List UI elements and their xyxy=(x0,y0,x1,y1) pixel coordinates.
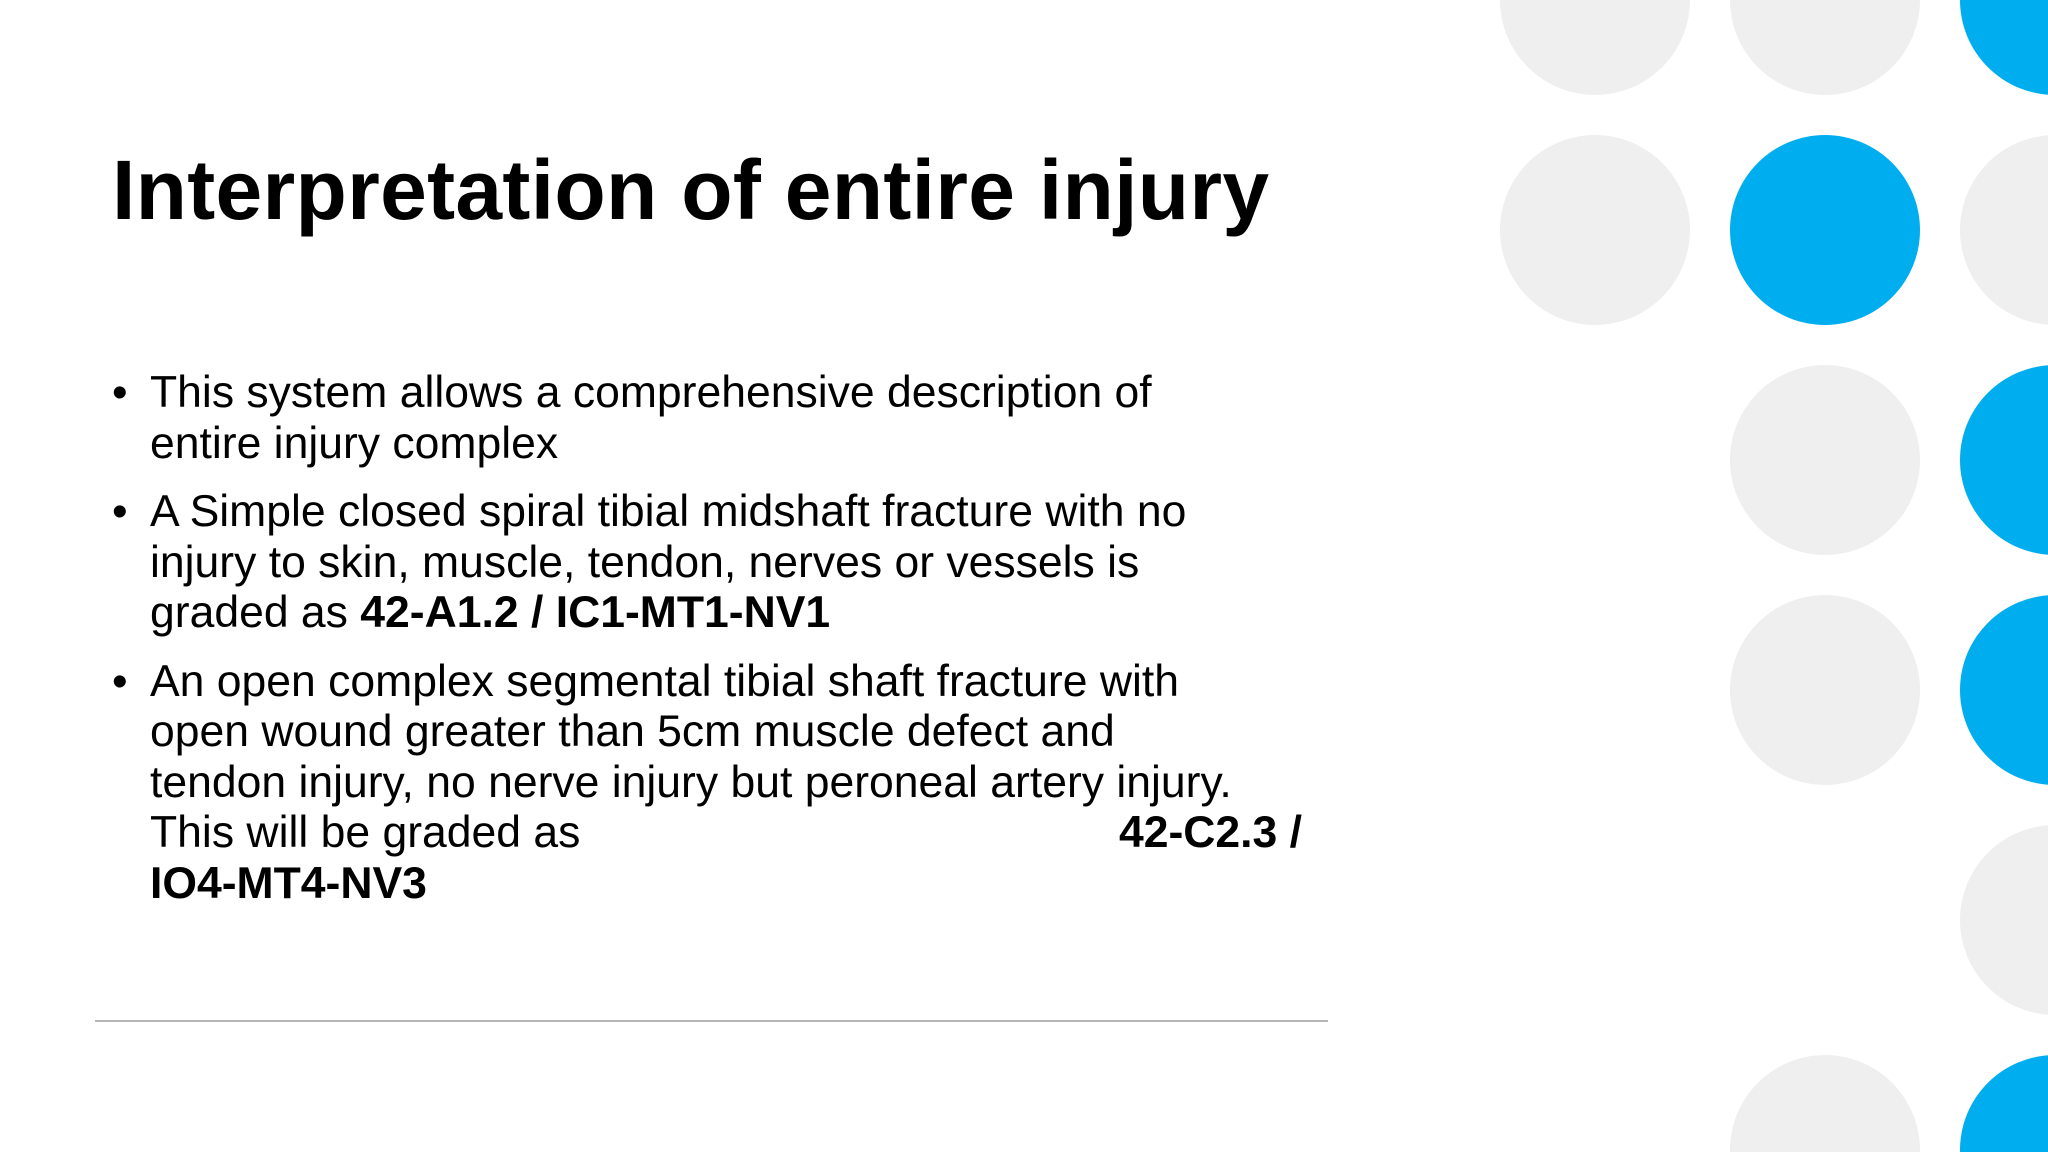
slide-title: Interpretation of entire injury xyxy=(112,143,1270,237)
grade-prefix: graded as xyxy=(150,588,361,637)
grade-code: IO4-MT4-NV3 xyxy=(150,858,427,908)
bullet-marker: • xyxy=(112,656,128,706)
decorative-circle xyxy=(1960,595,2048,785)
bullet-text-line xyxy=(150,859,1312,910)
decorative-circle xyxy=(1730,365,1920,555)
bullet-marker: • xyxy=(112,487,128,536)
decorative-circle xyxy=(1960,0,2048,95)
decorative-circle xyxy=(1960,1055,2048,1152)
bullet-text-line: open wound greater than 5cm muscle defect and xyxy=(150,707,1115,756)
bullet-text-line: entire injury complex xyxy=(150,418,559,468)
bullet-text-line xyxy=(150,588,1312,639)
grade-code: 42-A1.2 / IC1-MT1-NV1 xyxy=(360,588,831,637)
decorative-circle xyxy=(1500,0,1690,95)
footer-divider xyxy=(95,1020,1328,1022)
bullet-item xyxy=(112,487,1312,639)
bullet-item xyxy=(112,657,1312,910)
decorative-circle xyxy=(1960,365,2048,555)
decorative-circle xyxy=(1730,1055,1920,1152)
grade-prefix: This will be graded as xyxy=(150,808,581,857)
grade-code: 42-C2.3 / xyxy=(1118,808,1302,857)
bullet-marker: • xyxy=(112,368,128,417)
decorative-circle xyxy=(1960,825,2048,1015)
decorative-circle xyxy=(1960,135,2048,325)
bullet-text-line: injury to skin, muscle, tendon, nerves or vessels is xyxy=(150,537,1140,587)
decorative-circle xyxy=(1500,135,1690,325)
decorative-circle xyxy=(1730,0,1920,95)
bullet-item xyxy=(112,368,1312,469)
bullet-text-line: A Simple closed spiral tibial midshaft fracture with no xyxy=(150,487,1187,536)
bullet-text-line xyxy=(150,808,1302,859)
decorative-circle xyxy=(1730,135,1920,325)
bullet-text-line: tendon injury, no nerve injury but peroneal artery injury. xyxy=(150,757,1232,807)
bullet-text-line: An open complex segmental tibial shaft fracture with xyxy=(150,656,1179,706)
bullet-text-line: This system allows a comprehensive description of xyxy=(150,368,1152,417)
bullet-list xyxy=(112,368,1312,927)
decorative-circle xyxy=(1730,595,1920,785)
